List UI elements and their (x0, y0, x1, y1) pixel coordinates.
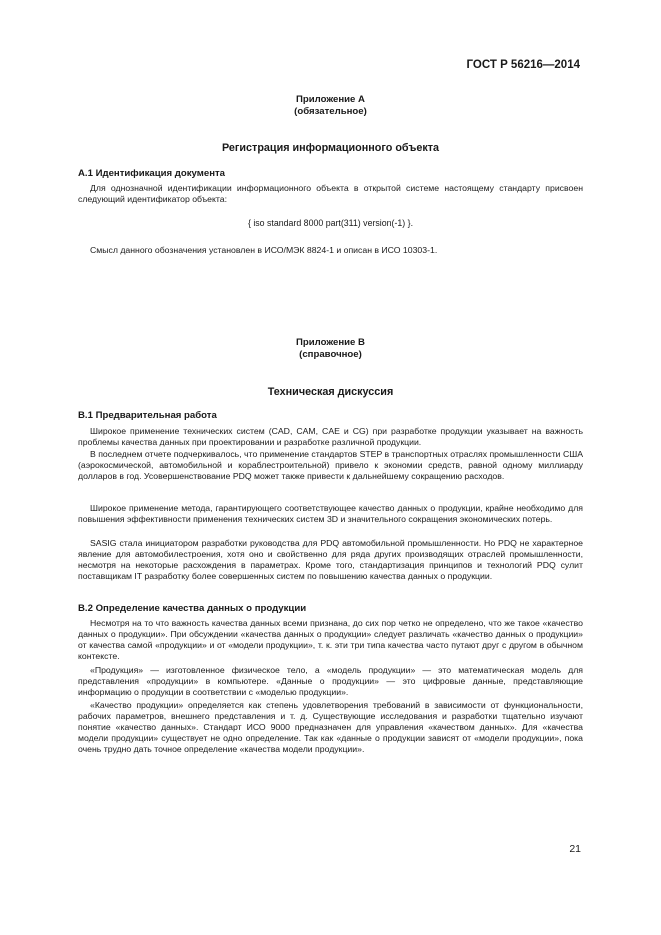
section-b1-paragraph-2: В последнем отчете подчеркивалось, что применение стандартов STEP в транспортных отраслях промышленности США (аэрокосмической, автомобильной и кораблестроительной) привело к экономии средств, равной одному миллиарду долларов в год. Усовершенствование PDQ может также привести к дальнейшему сокращению расходов. (78, 449, 583, 482)
section-b2-title: В.2 Определение качества данных о продукции (78, 603, 307, 614)
section-b1-paragraph-3: Широкое применение метода, гарантирующего соответствующее качество данных о продукции, крайне необходимо для повышения эффективности применения технических систем 3D и значительного сокращения экономических потерь. (78, 503, 583, 525)
annex-a-heading: Регистрация информационного объекта (221, 142, 440, 154)
document-header-id: ГОСТ Р 56216—2014 (466, 59, 580, 71)
section-a1-title: А.1 Идентификация документа (78, 168, 226, 179)
annex-b-status: (справочное) (299, 349, 362, 360)
section-a1-paragraph-1: Для однозначной идентификации информационного объекта в открытой системе настоящему стандарту присвоен следующий идентификатор объекта: (78, 183, 583, 205)
page-number: 21 (569, 843, 581, 855)
section-b1-paragraph-4: SASIG стала инициатором разработки руководства для PDQ автомобильной промышленности. Но PDQ не характерное явление для автомобилестроения, хотя оно и свойственно для ряда других производящих отраслей промышленности, несмотря на некоторые расхождения в параметрах. Кроме того, стандартизация принципов и технологий PDQ сулит поставщикам IT разработку более совершенных систем по повышению качества данных о продукции. (78, 538, 583, 582)
object-identifier: { iso standard 8000 part(311) version(-1) }. (247, 218, 414, 228)
annex-a-status: (обязательное) (294, 106, 367, 117)
annex-b-heading: Техническая дискуссия (267, 386, 394, 398)
annex-b-title: Приложение В (296, 337, 365, 348)
section-b1-title: В.1 Предварительная работа (78, 410, 217, 421)
section-b2-paragraph-3: «Качество продукции» определяется как степень удовлетворения требований в зависимости от функциональности, рабочих параметров, внешнего представления и т. д. Существующие исследования и разработки тщательно изучают понятие «качество данных». Стандарт ИСО 9000 предназначен для управления «качеством данных». Для «качества модели продукции» существует не одно определение. Так как «данные о продукции зависят от «модели продукции», пока очень трудно дать точное определение «качества модели продукции». (78, 700, 583, 755)
section-b2-paragraph-2: «Продукция» — изготовленное физическое тело, а «модель продукции» — это математическая модель для представления «продукции» в компьютере. «Данные о продукции» — это цифровые данные, представляющие информацию о продукции в соответствии с «моделью продукции». (78, 665, 583, 698)
section-b1-paragraph-1: Широкое применение технических систем (CAD, CAM, CAE и CG) при разработке продукции указывает на важность проблемы качества данных при проектировании и разработке различной продукции. (78, 426, 583, 448)
annex-a-title: Приложение А (296, 94, 365, 105)
section-b2-paragraph-1: Несмотря на то что важность качества данных всеми признана, до сих пор четко не определено, что же такое «качество данных о продукции». При обсуждении «качества данных о продукции» следует различать «качество данных о продукции» от качества самой «продукции» и от «модели продукции», т. к. эти три типа качества часто путают друг с другом в обычном контексте. (78, 618, 583, 662)
section-a1-paragraph-2: Смысл данного обозначения установлен в ИСО/МЭК 8824-1 и описан в ИСО 10303-1. (90, 245, 438, 255)
